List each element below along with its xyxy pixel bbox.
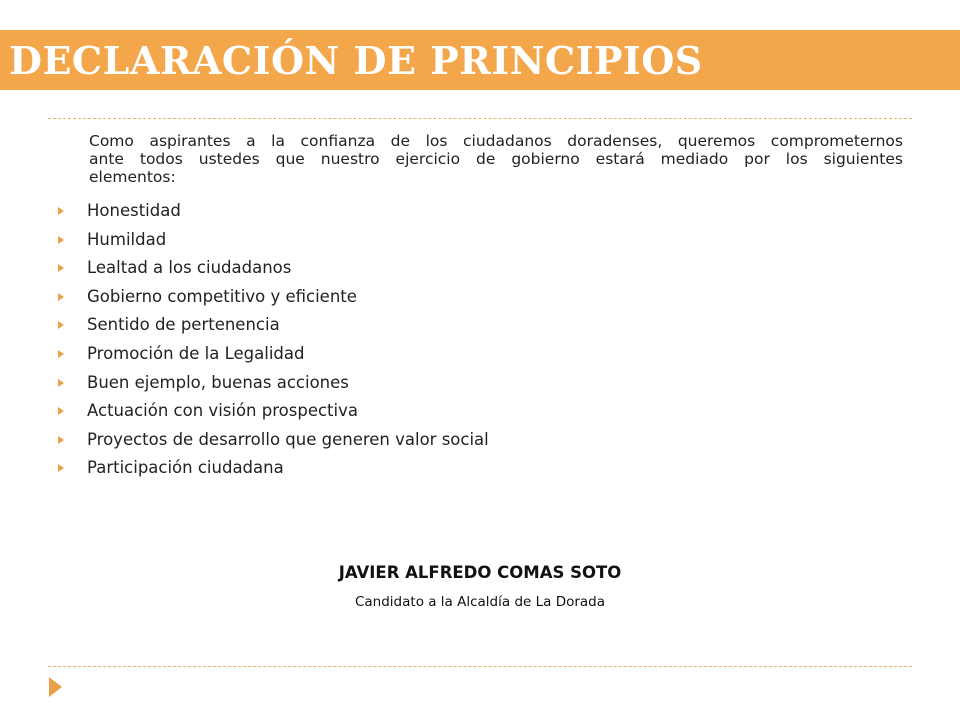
bullet-arrow-icon	[58, 464, 64, 472]
candidate-name: JAVIER ALFREDO COMAS SOTO	[338, 563, 622, 582]
bullet-arrow-icon	[58, 207, 64, 215]
top-divider	[48, 118, 912, 119]
next-slide-arrow-icon[interactable]	[49, 677, 62, 697]
principle-text: Lealtad a los ciudadanos	[87, 258, 292, 278]
principle-text: Humildad	[87, 229, 167, 249]
bullet-arrow-icon	[58, 293, 64, 301]
bullet-arrow-icon	[58, 350, 64, 358]
principle-text: Honestidad	[87, 201, 181, 220]
bullet-arrow-icon	[58, 236, 64, 244]
bullet-arrow-icon	[58, 407, 64, 415]
principle-text: Sentido de pertenencia	[87, 315, 280, 335]
bullet-arrow-icon	[58, 436, 64, 444]
intro-line: ante todos ustedes que nuestro ejercicio de gobierno estará mediado por los siguientes	[89, 150, 903, 168]
candidate-role: Candidato a la Alcaldía de La Dorada	[354, 594, 606, 610]
principle-text: Promoción de la Legalidad	[87, 343, 305, 363]
principle-text: Actuación con visión prospectiva	[87, 401, 358, 421]
principle-text: Participación ciudadana	[87, 458, 284, 478]
slide-title: DECLARACIÓN DE PRINCIPIOS	[9, 38, 703, 83]
bullet-arrow-icon	[58, 264, 64, 272]
principle-text: Proyectos de desarrollo que generen valor social	[87, 429, 489, 449]
bullet-arrow-icon	[58, 321, 64, 329]
bullet-arrow-icon	[58, 379, 64, 387]
intro-line: Como aspirantes a la confianza de los ciudadanos doradenses, queremos comprometernos	[89, 132, 903, 150]
intro-line: elementos:	[89, 168, 176, 186]
principle-text: Buen ejemplo, buenas acciones	[87, 372, 349, 392]
principle-text: Gobierno competitivo y eficiente	[87, 286, 357, 306]
intro-paragraph	[87, 132, 903, 186]
bottom-divider	[48, 666, 912, 667]
